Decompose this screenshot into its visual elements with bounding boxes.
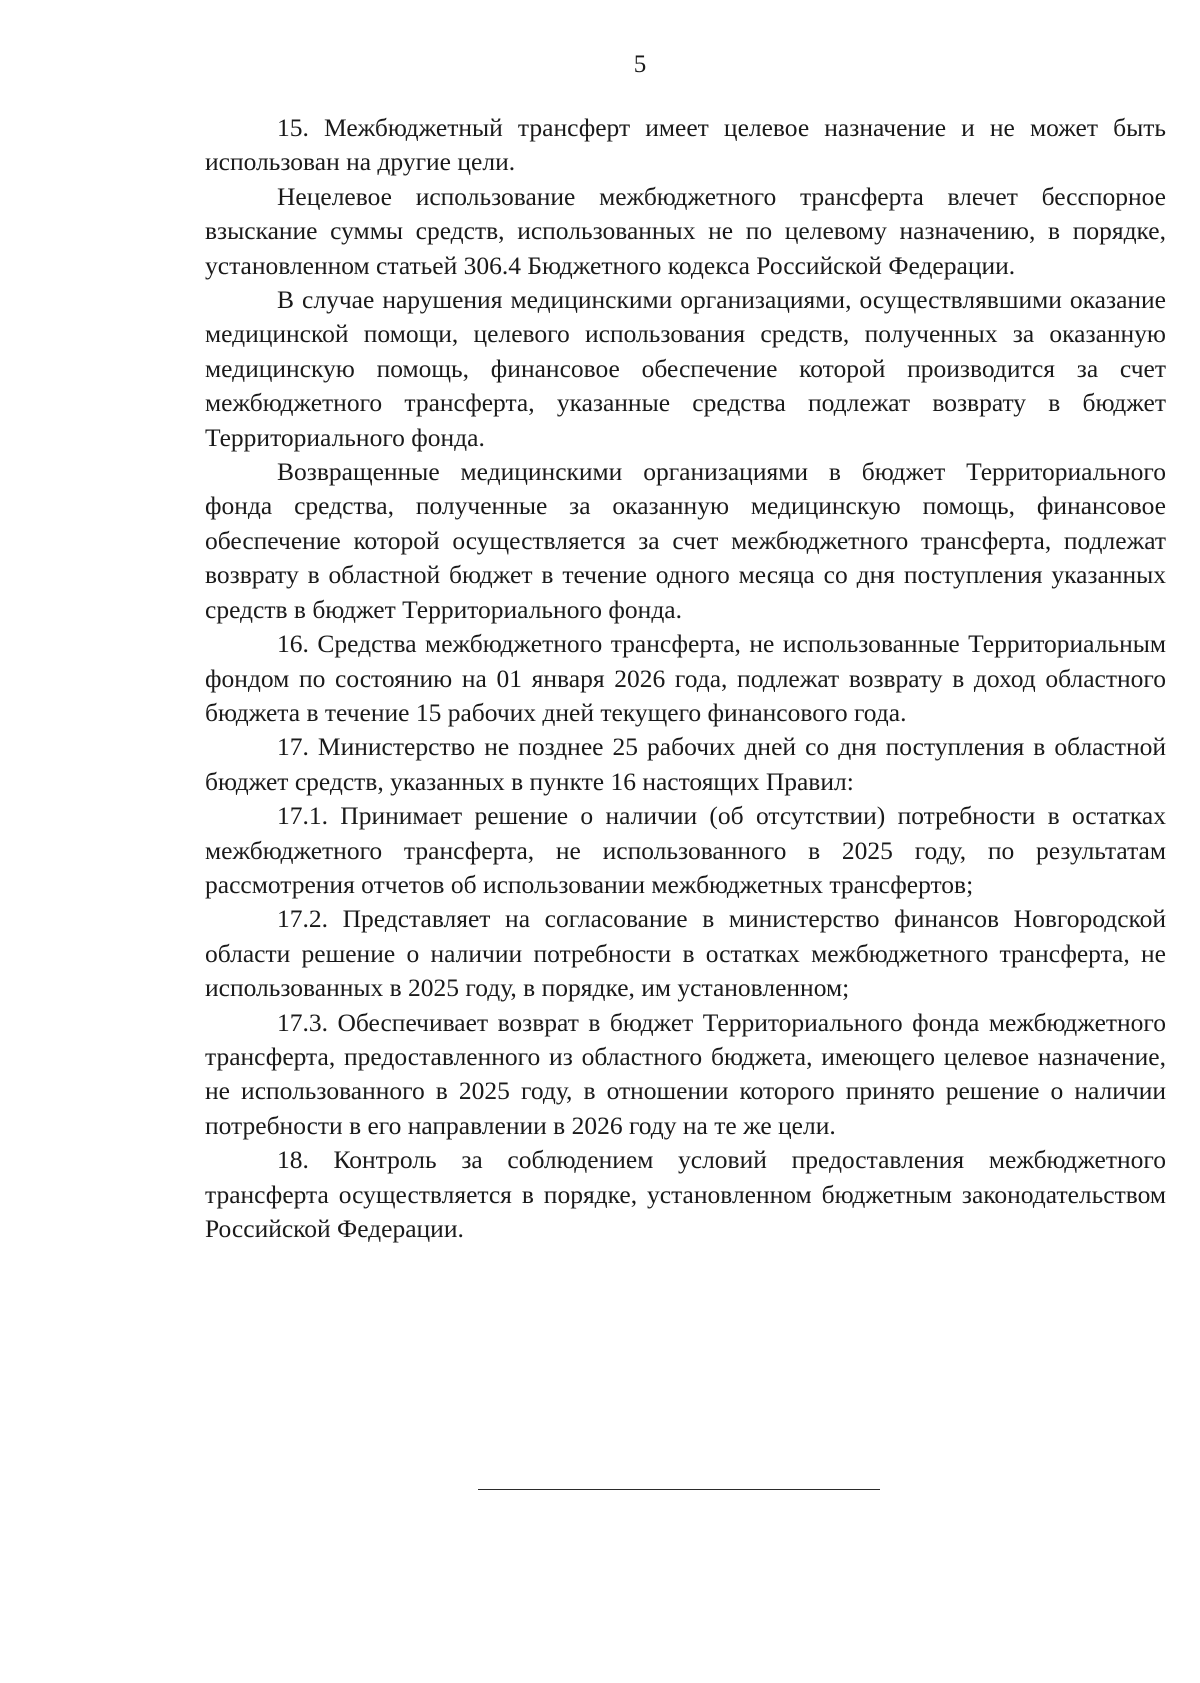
- page-number: 5: [633, 51, 647, 78]
- paragraph-returned-funds: Возвращенные медицинскими организациями в бюджет Территориального фонда средства, полученные за оказанную медицинскую помощь, финансовое обеспечение которой осуществляется за счет межбюджетного трансферта, подлежат возврату в областной бюджет в течение одного месяца со дня поступления указанных средств в бюджет Территориального фонда.: [205, 457, 1166, 624]
- end-of-document-rule: [478, 1489, 880, 1490]
- paragraph-17-3: 17.3. Обеспечивает возврат в бюджет Территориального фонда межбюджетного трансферта, предоставленного из областного бюджета, имеющего целевое назначение, не использованного в 2025 году, в отношении которого принято решение о наличии потребности в его направлении в 2026 году на те же цели.: [205, 1007, 1166, 1140]
- paragraph-17: 17. Министерство не позднее 25 рабочих дней со дня поступления в областной бюджет средств, указанных в пункте 16 настоящих Правил:: [205, 732, 1166, 796]
- paragraph-misuse: Нецелевое использование межбюджетного трансферта влечет бесспорное взыскание суммы средств, использованных не по целевому назначению, в порядке, установленном статьей 306.4 Бюджетного кодекса Российской Федерации.: [205, 181, 1166, 280]
- paragraph-15: 15. Межбюджетный трансферт имеет целевое назначение и не может быть использован на другие цели.: [205, 113, 1166, 177]
- paragraph-16: 16. Средства межбюджетного трансферта, не использованные Территориальным фондом по состоянию на 01 января 2026 года, подлежат возврату в доход областного бюджета в течение 15 рабочих дней текущего финансового года.: [205, 629, 1166, 727]
- paragraph-17-1: 17.1. Принимает решение о наличии (об отсутствии) потребности в остатках межбюджетного трансферта, не использованного в 2025 году, по результатам рассмотрения отчетов об использовании межбюджетных трансфертов;: [205, 801, 1166, 899]
- paragraph-18: 18. Контроль за соблюдением условий предоставления межбюджетного трансферта осуществляется в порядке, установленном бюджетным законодательством Российской Федерации.: [205, 1145, 1166, 1243]
- document-body: [205, 111, 1166, 1246]
- paragraph-17-2: 17.2. Представляет на согласование в министерство финансов Новгородской области решение о наличии потребности в остатках межбюджетного трансферта, не использованных в 2025 году, в порядке, им установленном;: [205, 904, 1166, 1003]
- paragraph-violation: В случае нарушения медицинскими организациями, осуществлявшими оказание медицинской помощи, целевого использования средств, полученных за оказанную медицинскую помощь, финансовое обеспечение которой производится за счет межбюджетного трансферта, указанные средства подлежат возврату в бюджет Территориального фонда.: [205, 285, 1166, 452]
